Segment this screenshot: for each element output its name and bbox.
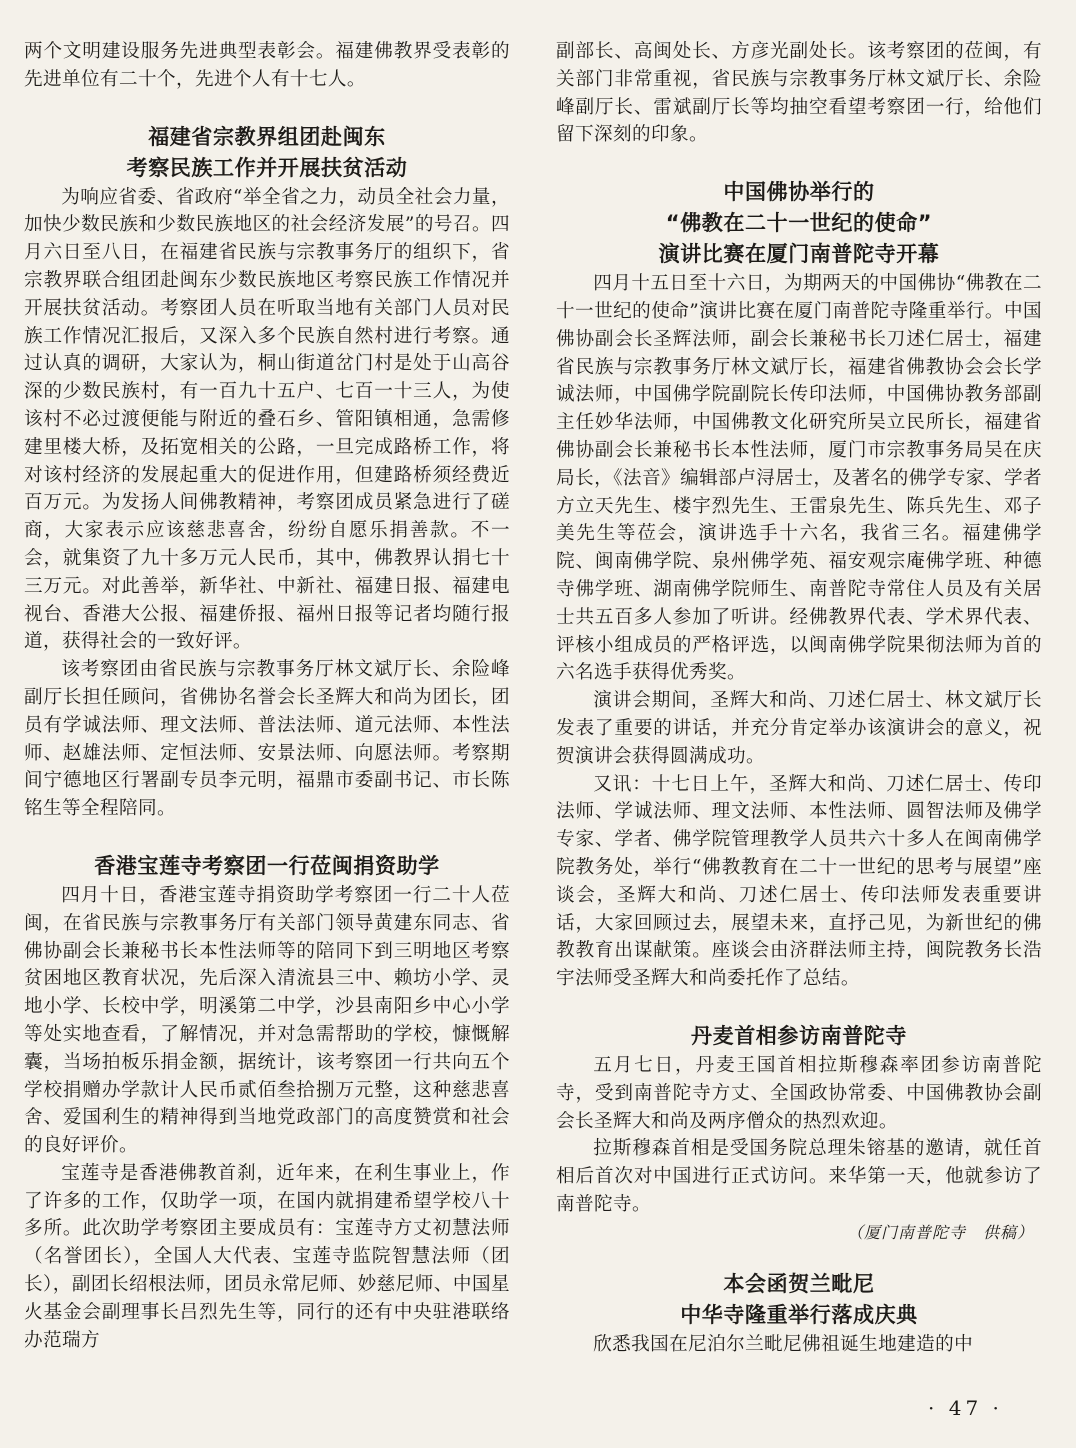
continuation-paragraph: 副部长、高闽处长、方彦光副处长。该考察团的莅闽，有关部门非常重视，省民族与宗教事务厅林文斌厅长、余险峰副厅长、雷斌副厅长等均抽空看望考察团一行，给他们留下深刻的印象。 bbox=[556, 41, 1042, 146]
article-title-line2: 中华寺隆重举行落成庆典 bbox=[680, 1302, 918, 1327]
article-title-line3: 演讲比赛在厦门南普陀寺开幕 bbox=[658, 242, 940, 267]
article-title-line1: 福建省宗教界组团赴闽东 bbox=[148, 124, 386, 149]
article-paragraph: 四月十五日至十六日，为期两天的中国佛协“佛教在二十一世纪的使命”演讲比赛在厦门南普陀寺隆重举行。中国佛协副会长圣辉法师，副会长兼秘书长刀述仁居士，福建省民族与宗教事务厅林文斌厅长，福建省佛教协会会长学诚法师，中国佛学院副院长传印法师，中国佛协教务部副主任妙华法师，中国佛教文化研究所吴立民所长，福建省佛协副会长兼秘书长本性法师，厦门市宗教事务局吴在庆局长，《法音》编辑部卢浔居士，及著名的佛学专家、学者方立天先生、楼宇烈先生、王雷泉先生、陈兵先生、邓子美先生等莅会，演讲选手十六名，我省三名。福建佛学院、闽南佛学院、泉州佛学苑、福安观宗庵佛学班、种德寺佛学班、湖南佛学院师生、南普陀寺常住人员及有关居士共五百多人参加了听讲。经佛教界代表、学术界代表、评核小组成员的严格评选，以闽南佛学院果彻法师为首的六名选手获得优秀奖。 bbox=[556, 273, 1042, 684]
article-paragraph: 欣悉我国在尼泊尔兰毗尼佛祖诞生地建造的中 bbox=[593, 1333, 974, 1355]
article-title-line1: 中国佛协举行的 bbox=[723, 180, 875, 205]
article-title: 丹麦首相参访南普陀寺 bbox=[691, 1023, 907, 1048]
page-number: · 47 · bbox=[928, 1396, 1003, 1420]
article-title-line2: “佛教在二十一世纪的使命” bbox=[665, 211, 933, 236]
article-title-line2: 考察民族工作并开展扶贫活动 bbox=[126, 155, 408, 180]
article-paragraph: 拉斯穆森首相是受国务院总理朱镕基的邀请，就任首相后首次对中国进行正式访问。来华第一天，他就参访了南普陀寺。 bbox=[556, 1138, 1042, 1215]
left-column bbox=[24, 38, 510, 1354]
article-credit: （厦门南普陀寺 供稿） bbox=[846, 1222, 1034, 1242]
article-speech-contest bbox=[556, 177, 1042, 993]
article-paragraph: 宝莲寺是香港佛教首刹，近年来，在利生事业上，作了许多的工作，仅助学一项，在国内就捐建希望学校八十多所。此次助学考察团主要成员有：宝莲寺方丈初慧法师（名誉团长），全国人大代表、宝莲寺监院智慧法师（团长），副团长绍根法师，团员永常尼师、妙慈尼师、中国星火基金会副理事长吕烈先生等，同行的还有中央驻港联络办范瑞方 bbox=[24, 1162, 510, 1351]
article-paragraph: 五月七日，丹麦王国首相拉斯穆森率团参访南普陀寺，受到南普陀寺方丈、全国政协常委、中国佛教协会副会长圣辉大和尚及两序僧众的热烈欢迎。 bbox=[556, 1054, 1042, 1132]
article-paragraph: 四月十日，香港宝莲寺捐资助学考察团一行二十人莅闽，在省民族与宗教事务厅有关部门领导黄建东同志、省佛协副会长兼秘书长本性法师等的陪同下到三明地区考察贫困地区教育状况，先后深入清流县三中、赖坊小学、灵地小学、长校中学，明溪第二中学，沙县南阳乡中心小学等处实地查看，了解情况，并对急需帮助的学校，慷慨解囊，当场拍板乐捐金额，据统计，该考察团一行共向五个学校捐赠办学款计人民币贰佰叁拾捌万元整，这种慈悲喜舍、爱国利生的精神得到当地党政部门的高度赞赏和社会的良好评价。 bbox=[24, 884, 510, 1157]
article-fujian-investigation bbox=[24, 122, 510, 823]
article-title: 香港宝莲寺考察团一行莅闽捐资助学 bbox=[94, 853, 440, 878]
article-lumbini-temple bbox=[556, 1269, 1042, 1359]
article-polin-temple-donation bbox=[24, 851, 510, 1355]
right-column bbox=[556, 38, 1042, 1358]
article-paragraph: 演讲会期间，圣辉大和尚、刀述仁居士、林文斌厅长发表了重要的讲话，并充分肯定举办该演讲会的意义，祝贺演讲会获得圆满成功。 bbox=[556, 690, 1042, 767]
article-paragraph: 为响应省委、省政府“举全省之力，动员全社会力量，加快少数民族和少数民族地区的社会经济发展”的号召。四月六日至八日，在福建省民族与宗教事务厅的组织下，省宗教界联合组团赴闽东少数民族地区考察民族工作情况并开展扶贫活动。考察团人员在听取当地有关部门人员对民族工作情况汇报后，又深入多个民族自然村进行考察。通过认真的调研，大家认为，桐山街道岔门村是处于山高谷深的少数民族村，有一百九十五户、七百一十三人，为使该村不必过渡便能与附近的叠石乡、管阳镇相通，急需修建里楼大桥，及拓宽相关的公路，一旦完成路桥工作，将对该村经济的发展起重大的促进作用，但建路桥须经费近百万元。为发扬人间佛教精神，考察团成员紧急进行了磋商，大家表示应该慈悲喜舍，纷纷自愿乐捐善款。不一会，就集资了九十多万元人民币，其中，佛教界认捐七十三万元。对此善举，新华社、中新社、福建日报、福建电视台、香港大公报、福建侨报、福州日报等记者均随行报道，获得社会的一致好评。 bbox=[24, 186, 510, 653]
intro-paragraph: 两个文明建设服务先进典型表彰会。福建佛教界受表彰的先进单位有二十个，先进个人有十七人。 bbox=[24, 41, 510, 90]
article-danish-pm-visit bbox=[556, 1021, 1042, 1247]
article-paragraph: 又讯：十七日上午，圣辉大和尚、刀述仁居士、传印法师、学诚法师、理文法师、本性法师、圆智法师及佛学专家、学者、佛学院管理教学人员共六十多人在闽南佛学院教务处，举行“佛教教育在二十一世纪的思考与展望”座谈会，圣辉大和尚、刀述仁居士、传印法师发表重要讲话，大家回顾过去，展望未来，直抒己见，为新世纪的佛教教育出谋献策。座谈会由济群法师主持，闽院教务长浩宇法师受圣辉大和尚委托作了总结。 bbox=[556, 773, 1042, 990]
article-title-line1: 本会函贺兰毗尼 bbox=[723, 1271, 875, 1296]
article-paragraph: 该考察团由省民族与宗教事务厅林文斌厅长、余险峰副厅长担任顾问，省佛协名誉会长圣辉大和尚为团长，团员有学诚法师、理文法师、普法法师、道元法师、本性法师、赵雄法师、定恒法师、安景法师、向愿法师。考察期间宁德地区行署副专员李元明，福鼎市委副书记、市长陈铭生等全程陪同。 bbox=[24, 659, 510, 820]
